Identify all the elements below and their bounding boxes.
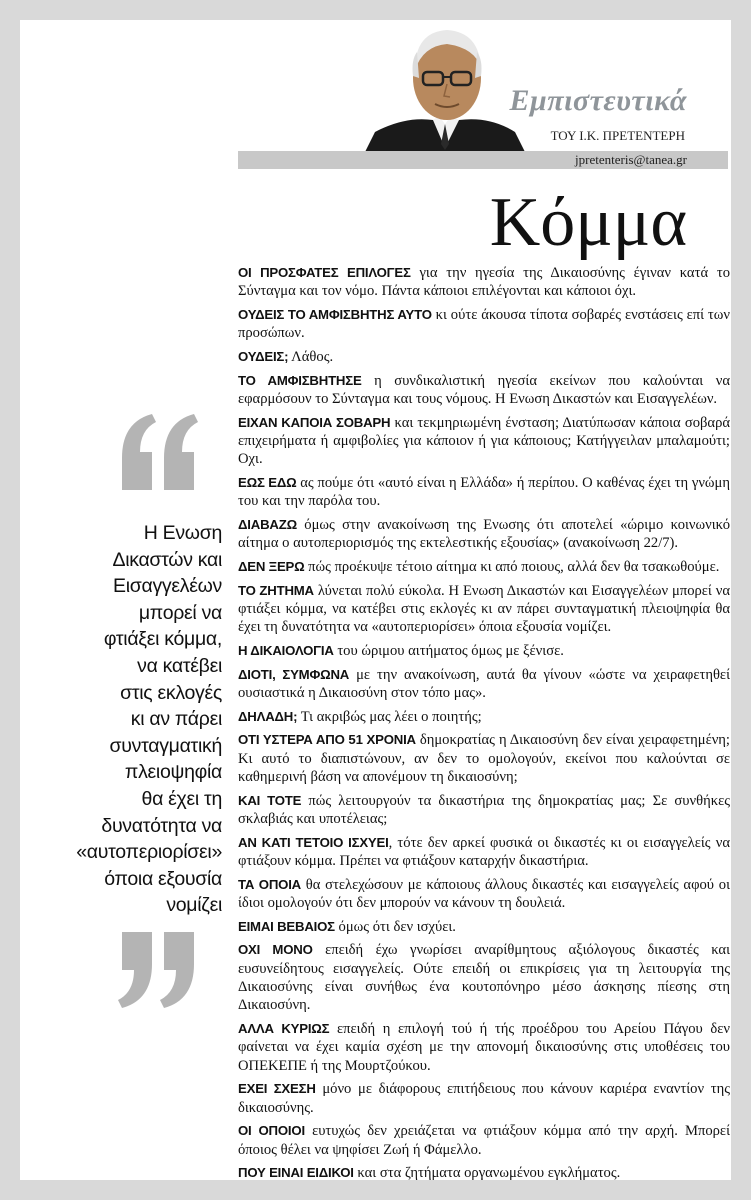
article-paragraph [238, 1122, 730, 1159]
pull-quote-line: κι αν πάρει [130, 708, 222, 731]
pull-quote-line: Δικαστών και [112, 548, 222, 571]
article-paragraph [238, 348, 730, 366]
paragraph-lead: ΟΙ ΠΡΟΣΦΑΤΕΣ ΕΠΙΛΟΓΕΣ [238, 265, 411, 280]
pull-quote-line: πλειοψηφία [124, 761, 222, 784]
paragraph-text: μόνο με διάφορους επιτήδειους που κάνουν καριέρα εναντίον της δικαιοσύνης. [238, 1081, 730, 1116]
pull-quote-line: νομίζει [166, 894, 222, 917]
paragraph-text: για την ηγεσία της Δικαιοσύνης έγιναν κατά το Σύνταγμα και τον νόμο. Πάντα κάποιοι επιλέγονται και κάποιοι όχι. [238, 265, 730, 300]
paragraph-text: επειδή έχω γνωρίσει αναρίθμητους αξιόλογους δικαστές και ευσυνείδητους εισαγγελείς. Ούτε επειδή οι επικρίσεις για τη λειτουργία της Δικαιοσύνης είναι συνήθως ένα κουτοπόνηρο μέσο άσκησης πίεσης στη Δικαιοσύνη. [238, 942, 730, 1014]
article-paragraph [238, 731, 730, 786]
paragraph-lead: ΟΙ ΟΠΟΙΟΙ [238, 1123, 305, 1139]
paragraph-lead: ΤΑ ΟΠΟΙΑ [238, 876, 301, 892]
paragraph-lead: ΟΧΙ ΜΟΝΟ [238, 942, 313, 958]
paragraph-text: ας πούμε ότι «αυτό είναι η Ελλάδα» ή περίπου. Ο καθένας έχει τη γνώμη του και την παρόλα του. [238, 475, 730, 510]
paragraph-text: επειδή η επιλογή τού ή τής προέδρου του Αρείου Πάγου δεν φαίνεται να έχει καμία σχέση με την απονομή δικαιοσύνης στις υποθέσεις του ΟΠΕΚΕΠΕ ή της Μουρτζούκου. [238, 1021, 730, 1074]
pull-quote-line: όποια εξουσία [104, 867, 222, 890]
pull-quote-line: «αυτοπεριορίσει» [76, 841, 222, 864]
paragraph-lead: ΔΕΝ ΞΕΡΩ [238, 559, 305, 574]
paragraph-text: η συνδικαλιστική ηγεσία εκείνων που καλούνται να εφαρμόσουν το Σύνταγμα και τους νόμους. Η Ενωση Δικαστών και Εισαγγελέων. [238, 372, 730, 407]
article-paragraph [238, 264, 730, 301]
paragraph-text: όμως στην ανακοίνωση της Ενωσης ότι αποτελεί «ώριμο κοινωνικό αίτημα ο αυτοπεριορισμός της εκτελεστικής εξουσίας» (ανακοίνωση 22/7). [238, 517, 730, 552]
paragraph-lead: ΟΤΙ ΥΣΤΕΡΑ ΑΠΟ 51 ΧΡΟΝΙΑ [238, 732, 416, 748]
article-paragraph [238, 372, 730, 409]
paragraph-text: όμως ότι δεν ισχύει. [334, 918, 456, 935]
paragraph-text: και στα ζητήματα οργανωμένου εγκλήματος. [353, 1165, 621, 1182]
article-paragraph [238, 834, 730, 871]
paragraph-text: ευτυχώς δεν χρειάζεται να φτιάξουν κόμμα από την αρχή. Μπορεί όποιος θέλει να ψηφίσει Ζωή ή Φάμελλο. [238, 1123, 730, 1158]
pull-quote-line: θα έχει τη [141, 787, 222, 810]
article-paragraph [238, 666, 730, 703]
paragraph-text: λύνεται πολύ εύκολα. Η Ενωση Δικαστών και Εισαγγελέων μπορεί να φτιάξει κόμμα, να κατέβει στις εκλογές κι αν πάρει συνταγματική πλειοψηφία θα έχει τη δυνατότητα να «αυτοπεριορίσει» όποια εξουσία νομίζει. [238, 582, 730, 636]
paragraph-lead: ΕΩΣ ΕΔΩ [238, 475, 297, 490]
headline: Κόμμα [489, 184, 687, 261]
paragraph-text: Τι ακριβώς μας λέει ο ποιητής; [297, 708, 482, 725]
paragraph-text: Λάθος. [288, 349, 334, 365]
paragraph-lead: ΟΥΔΕΙΣ ΤΟ ΑΜΦΙΣΒΗΤΗΣ ΑΥΤΟ [238, 307, 432, 322]
paragraph-lead: ΟΥΔΕΙΣ; [238, 349, 289, 364]
paragraph-text: δημοκρατίας η Δικαιοσύνη δεν είναι χειραφετημένη; Κι αυτό το διαπιστώνουν, αν δεν το ομολογούν, εκείνοι που καλούνται σε καθημερινή βάση να απονέμουν τη δικαιοσύνη; [238, 732, 730, 785]
paragraph-text: και τεκμηριωμένη ένσταση; Διατύπωσαν κάποια σοβαρά επιχειρήματα ή αμφιβολίες για κάποιον ή για κάποιους; Κατήγγειλαν μπαλαμούτι; Οχι. [238, 414, 730, 468]
article-paragraph [238, 306, 730, 343]
pull-quote-line: να κατέβει [137, 654, 222, 677]
article-paragraph [238, 941, 730, 1015]
article-paragraph [238, 642, 730, 660]
paragraph-text: κι ούτε άκουσα τίποτα σοβαρές ενστάσεις επί των προσώπων. [238, 307, 730, 342]
article-paragraph [238, 582, 730, 637]
paragraph-lead: ΤΟ ΑΜΦΙΣΒΗΤΗΣΕ [238, 372, 362, 388]
paragraph-lead: ΠΟΥ ΕΙΝΑΙ ΕΙΔΙΚΟΙ [238, 1165, 354, 1181]
pull-quote [50, 520, 222, 919]
paragraph-lead: ΕΙΧΑΝ ΚΑΠΟΙΑ ΣΟΒΑΡΗ [238, 414, 391, 430]
article-paragraph [238, 876, 730, 913]
paragraph-lead: ΔΙΑΒΑΖΩ [238, 517, 297, 532]
pull-quote-line: Εισαγγελέων [113, 575, 222, 598]
newspaper-page [20, 20, 731, 1180]
article-paragraph [238, 558, 730, 576]
opening-quote-icon [112, 412, 204, 492]
pull-quote-line: μπορεί να [138, 601, 222, 624]
pull-quote-line: στις εκλογές [120, 681, 222, 704]
paragraph-lead: ΤΟ ΖΗΤΗΜΑ [238, 582, 314, 598]
article-paragraph [238, 1164, 730, 1182]
pull-quote-line: συνταγματική [109, 734, 222, 757]
paragraph-text: του ώριμου αιτήματος όμως με ξένισε. [333, 643, 564, 659]
paragraph-lead: ΔΙΟΤΙ, ΣΥΜΦΩΝΑ [238, 666, 350, 682]
article-paragraph [238, 918, 730, 936]
article-paragraph [238, 516, 730, 553]
paragraph-lead: ΑΝ ΚΑΤΙ ΤΕΤΟΙΟ ΙΣΧΥΕΙ [238, 834, 389, 850]
columnist-portrait [365, 20, 525, 152]
paragraph-lead: ΕΧΕΙ ΣΧΕΣΗ [238, 1081, 316, 1097]
paragraph-text: θα στελεχώσουν με κάποιους άλλους δικαστές και εισαγγελείς αφού οι ίδιοι ομολογούν ότι δεν μπορούν να κάνουν τη δουλειά. [238, 876, 730, 911]
paragraph-text: πώς λειτουργούν τα δικαστήρια της δημοκρατίας μας; Σε συνθήκες σκλαβιάς και υποτέλειας; [238, 792, 730, 827]
paragraph-lead: ΔΗΛΑΔΗ; [238, 708, 298, 724]
paragraph-text: , τότε δεν αρκεί φυσικά οι δικαστές κι οι εισαγγελείς να φτιάξουν κόμμα. Πρέπει να φτιάξουν καταρχήν δικαστήρια. [238, 834, 730, 869]
article-paragraph [238, 1020, 730, 1075]
paragraph-lead: ΕΙΜΑΙ ΒΕΒΑΙΟΣ [238, 918, 335, 934]
pull-quote-line: δυνατότητα να [101, 814, 222, 837]
article-paragraph [238, 1080, 730, 1117]
column-name: Εμπιστευτικά [509, 84, 687, 117]
paragraph-lead: ΑΛΛΑ ΚΥΡΙΩΣ [238, 1021, 330, 1036]
paragraph-text: με την ανακοίνωση, αυτά θα γίνουν «ώστε να χειραφετηθεί ουσιαστικά η Δικαιοσύνη στον τόπο μας». [238, 666, 730, 701]
closing-quote-icon [112, 930, 204, 1010]
pull-quote-line: Η Ενωση [143, 522, 222, 544]
article-paragraph [238, 474, 730, 511]
pull-quote-line: φτιάξει κόμμα, [103, 628, 222, 651]
article-paragraph [238, 792, 730, 829]
article-paragraph [238, 414, 730, 469]
paragraph-lead: Η ΔΙΚΑΙΟΛΟΓΙΑ [238, 643, 334, 658]
paragraph-lead: ΚΑΙ ΤΟΤΕ [238, 792, 302, 808]
author-byline: ΤΟΥ Ι.Κ. ΠΡΕΤΕΝΤΕΡΗ [550, 128, 685, 143]
author-email: jpretenteris@tanea.gr [575, 152, 687, 167]
article-paragraph [238, 708, 730, 726]
article-body [238, 264, 730, 1188]
paragraph-text: πώς προέκυψε τέτοιο αίτημα κι από ποιους, αλλά δεν θα τσακωθούμε. [304, 559, 720, 575]
